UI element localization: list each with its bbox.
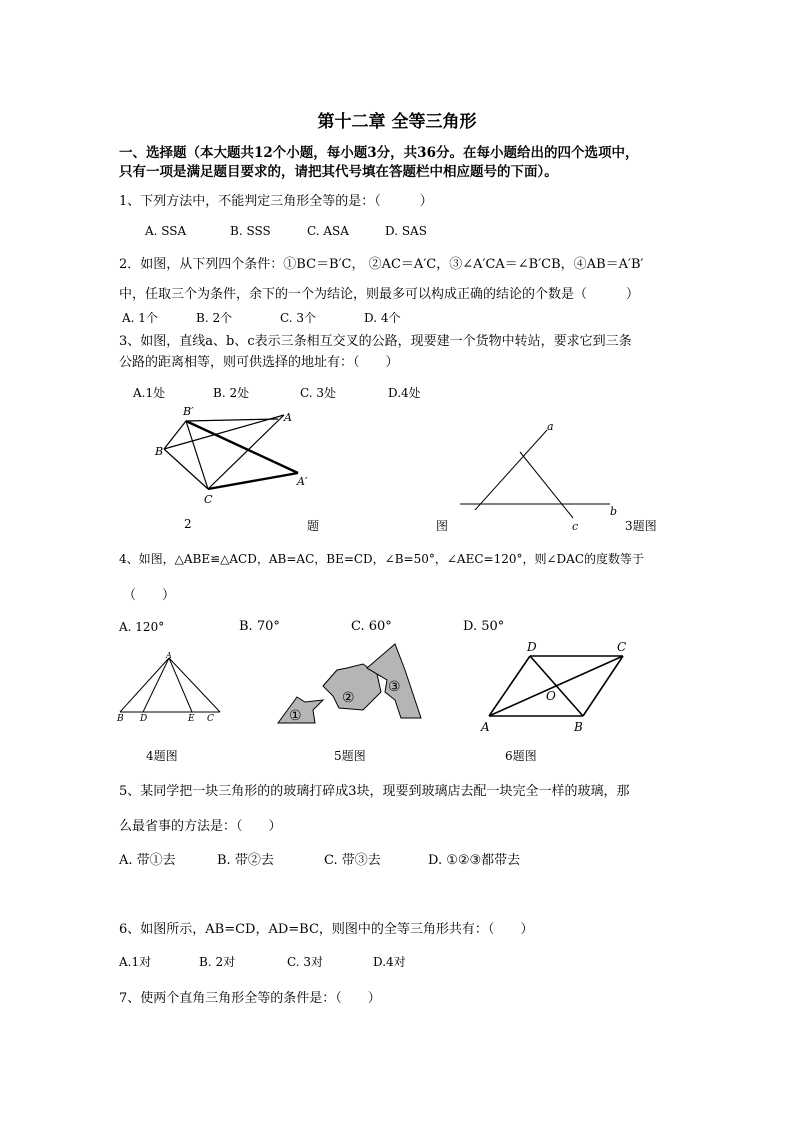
fig3-label-b: b bbox=[610, 505, 618, 518]
fig4-label-c: C bbox=[207, 714, 214, 724]
fig4-label-d: D bbox=[140, 714, 148, 724]
figure-2-diagram bbox=[150, 405, 320, 510]
q4-option-b: B. 70° bbox=[239, 619, 280, 634]
q1-option-b: B. SSS bbox=[230, 224, 271, 238]
question-3-stem-line1: 3、如图，直线a、b、c表示三条相互交叉的公路，现要建一个货物中转站，要求它到三条 bbox=[119, 334, 632, 349]
q5-option-a: A. 带①去 bbox=[119, 853, 176, 868]
fig4-label-e: E bbox=[188, 714, 195, 724]
q1-option-c: C. ASA bbox=[307, 224, 349, 238]
fig5-label-3: ③ bbox=[388, 679, 401, 695]
fig3-caption: 3题图 bbox=[625, 519, 657, 533]
segment-bb1 bbox=[164, 421, 186, 449]
segment-ad bbox=[143, 658, 169, 712]
q1-option-d: D. SAS bbox=[385, 224, 427, 238]
q6-option-b: B. 2对 bbox=[199, 955, 236, 969]
segment-b1a1 bbox=[186, 421, 298, 473]
q6-option-d: D.4对 bbox=[373, 955, 406, 969]
section-heading-line1: 一、选择题（本大题共12个小题，每小题3分，共36分。在每小题给出的四个选项中， bbox=[119, 145, 639, 161]
fig4-label-a: A bbox=[166, 651, 172, 660]
question-1-stem: 1、下列方法中，不能判定三角形全等的是：（ ） bbox=[119, 194, 433, 209]
q3-option-b: B. 2处 bbox=[213, 386, 250, 400]
fig2-caption-tu: 图 bbox=[436, 519, 449, 533]
figure-4-diagram bbox=[115, 650, 225, 725]
fig2-label-b-prime: B′ bbox=[183, 405, 194, 418]
question-4-stem-line1: 4、如图，△ABE≌△ACD，AB=AC，BE=CD，∠B=50°，∠AEC=120°，则∠DAC的度数等于 bbox=[119, 552, 645, 566]
q6-option-c: C. 3对 bbox=[287, 955, 324, 969]
fig3-label-a: a bbox=[547, 420, 554, 433]
question-4-stem-line2: （ ） bbox=[123, 588, 176, 603]
q4-option-c: C. 60° bbox=[351, 619, 392, 634]
segment-ae bbox=[169, 658, 192, 712]
q2-option-b: B. 2个 bbox=[196, 311, 233, 325]
question-2-stem-line2: 中，任取三个为条件，余下的一个为结论，则最多可以构成正确的结论的个数是（ ） bbox=[119, 287, 640, 302]
q3-option-a: A.1处 bbox=[133, 386, 166, 400]
question-7-stem: 7、使两个直角三角形全等的条件是：（ ） bbox=[119, 991, 381, 1006]
fig6-label-d: D bbox=[527, 640, 537, 654]
q2-option-a: A. 1个 bbox=[122, 311, 158, 325]
figure-3-diagram bbox=[455, 420, 620, 533]
q4-option-a: A. 120° bbox=[119, 620, 165, 634]
segment-ac bbox=[169, 658, 220, 712]
q5-option-d: D. ①②③都带去 bbox=[428, 853, 521, 868]
fig5-label-2: ② bbox=[342, 690, 355, 706]
diagonal-db bbox=[530, 656, 583, 716]
fig6-label-a: A bbox=[481, 720, 490, 734]
question-6-stem: 6、如图所示，AB=CD，AD=BC，则图中的全等三角形共有：（ ） bbox=[119, 922, 534, 937]
q5-option-b: B. 带②去 bbox=[217, 853, 274, 868]
fig6-caption: 6题图 bbox=[505, 749, 537, 763]
q2-option-c: C. 3个 bbox=[280, 311, 317, 325]
fig4-caption: 4题图 bbox=[146, 749, 178, 763]
q3-option-c: C. 3处 bbox=[300, 386, 337, 400]
fig3-label-c: c bbox=[572, 520, 579, 533]
fig4-label-b: B bbox=[117, 714, 124, 724]
section-heading-line2: 只有一项是满足题目要求的，请把其代号填在答题栏中相应题号的下面）。 bbox=[119, 164, 558, 180]
q5-option-c: C. 带③去 bbox=[324, 853, 381, 868]
q3-option-d: D.4处 bbox=[388, 386, 421, 400]
fig2-label-c: C bbox=[204, 493, 213, 506]
q2-option-d: D. 4个 bbox=[364, 311, 401, 325]
q4-option-d: D. 50° bbox=[463, 619, 505, 634]
figure-6-diagram bbox=[475, 636, 635, 736]
fig2-caption-number: 2 bbox=[184, 517, 192, 531]
fig6-label-o: O bbox=[546, 689, 556, 703]
fig5-label-1: ① bbox=[289, 708, 302, 724]
question-5-stem-line1: 5、某同学把一块三角形的的玻璃打碎成3块，现要到玻璃店去配一块完全一样的玻璃，那 bbox=[119, 784, 630, 799]
question-5-stem-line2: 么最省事的方法是：（ ） bbox=[119, 819, 282, 834]
question-3-stem-line2: 公路的距离相等，则可供选择的地址有：（ ） bbox=[119, 355, 399, 370]
fig2-label-b: B bbox=[155, 445, 164, 458]
question-2-stem-line1: 2．如图，从下列四个条件：①BC＝B′C， ②AC＝A′C，③∠A′CA＝∠B′CB，④AB＝A′B′ bbox=[119, 257, 644, 272]
fig2-label-a: A bbox=[284, 411, 292, 424]
fig2-label-a-prime: A′ bbox=[297, 475, 308, 488]
page-title: 第十二章 全等三角形 bbox=[317, 112, 477, 132]
line-a bbox=[475, 430, 547, 510]
fig6-label-b: B bbox=[574, 720, 583, 734]
line-c bbox=[520, 452, 573, 518]
figure-5-diagram bbox=[275, 640, 430, 730]
fig5-caption: 5题图 bbox=[334, 749, 366, 763]
segment-ab bbox=[120, 658, 169, 712]
q6-option-a: A.1对 bbox=[119, 955, 152, 969]
fig2-caption-ti: 题 bbox=[307, 519, 320, 533]
fig6-label-c: C bbox=[617, 640, 627, 654]
q1-option-a: A. SSA bbox=[145, 224, 187, 238]
